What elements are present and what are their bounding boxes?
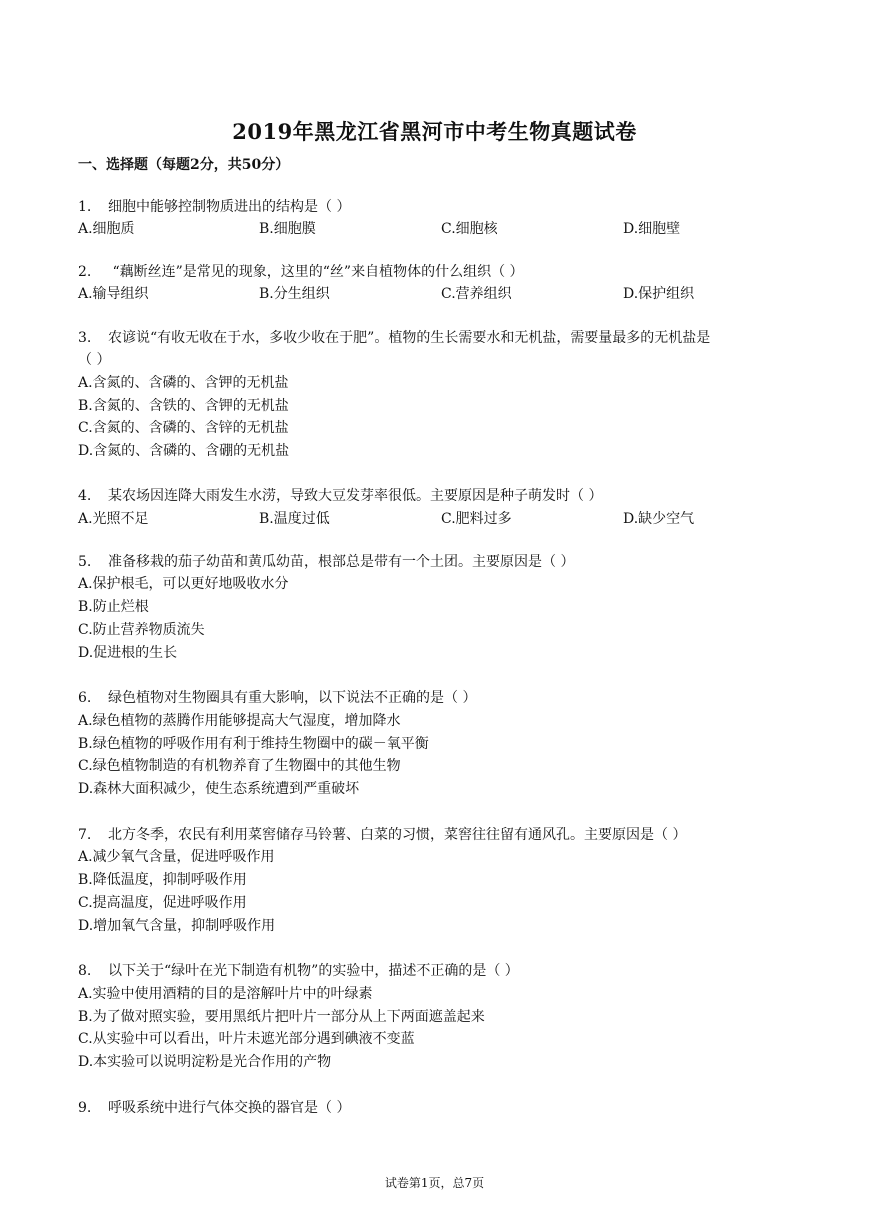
option-a: A.实验中使用酒精的目的是溶解叶片中的叶绿素 bbox=[78, 986, 373, 1002]
question-3 bbox=[78, 328, 710, 348]
option-b: B.细胞膜 bbox=[259, 221, 316, 237]
question-1 bbox=[78, 197, 350, 217]
page-footer: 试卷第1页，总7页 bbox=[384, 1176, 485, 1190]
option-d: D.保护组织 bbox=[623, 286, 695, 302]
option-c: C.绿色植物制造的有机物养育了生物圈中的其他生物 bbox=[78, 758, 401, 774]
question-9 bbox=[78, 1098, 350, 1118]
option-c: C.提高温度，促进呼吸作用 bbox=[78, 895, 247, 911]
question-number: 8. bbox=[78, 963, 92, 979]
option-c: C.含氮的、含磷的、含锌的无机盐 bbox=[78, 420, 289, 436]
question-number: 9. bbox=[78, 1100, 92, 1116]
option-b: B.分生组织 bbox=[259, 286, 330, 302]
question-number: 1. bbox=[78, 199, 92, 215]
option-d: D.缺少空气 bbox=[623, 511, 695, 527]
question-stem: 农谚说“有收无收在于水，多收少收在于肥”。植物的生长需要水和无机盐，需要量最多的无机盐是 bbox=[108, 330, 711, 346]
option-d: D.促进根的生长 bbox=[78, 645, 178, 661]
option-d: D.细胞壁 bbox=[623, 221, 681, 237]
option-d: D.本实验可以说明淀粉是光合作用的产物 bbox=[78, 1054, 332, 1070]
page-title: 2019年黑龙江省黑河市中考生物真题试卷 bbox=[232, 119, 637, 144]
option-d: D.增加氧气含量，抑制呼吸作用 bbox=[78, 918, 276, 934]
question-1-options bbox=[78, 219, 778, 239]
option-b: B.含氮的、含铁的、含钾的无机盐 bbox=[78, 398, 289, 414]
question-stem: 细胞中能够控制物质进出的结构是（ ） bbox=[108, 199, 351, 215]
option-d: D.含氮的、含磷的、含硼的无机盐 bbox=[78, 443, 290, 459]
option-c: C.细胞核 bbox=[441, 221, 498, 237]
question-7 bbox=[78, 825, 686, 845]
question-4 bbox=[78, 486, 602, 506]
option-c: C.从实验中可以看出，叶片未遮光部分遇到碘液不变蓝 bbox=[78, 1031, 415, 1047]
option-b: B.防止烂根 bbox=[78, 599, 149, 615]
option-a: A.减少氧气含量，促进呼吸作用 bbox=[78, 849, 275, 865]
option-c: C.防止营养物质流失 bbox=[78, 622, 205, 638]
option-b: B.温度过低 bbox=[259, 511, 330, 527]
option-a: A.保护根毛，可以更好地吸收水分 bbox=[78, 576, 289, 592]
option-c: C.营养组织 bbox=[441, 286, 512, 302]
question-2-options bbox=[78, 284, 778, 304]
section-heading: 一、选择题（每题2分，共50分） bbox=[78, 157, 290, 173]
question-stem: 以下关于“绿叶在光下制造有机物”的实验中，描述不正确的是（ ） bbox=[108, 963, 519, 979]
option-a: A.输导组织 bbox=[78, 286, 149, 302]
question-2 bbox=[78, 262, 524, 282]
option-d: D.森林大面积减少，使生态系统遭到严重破坏 bbox=[78, 781, 360, 797]
question-number: 5. bbox=[78, 554, 92, 570]
option-a: A.细胞质 bbox=[78, 221, 135, 237]
question-stem: 绿色植物对生物圈具有重大影响，以下说法不正确的是（ ） bbox=[108, 690, 477, 706]
option-a: A.绿色植物的蒸腾作用能够提高大气湿度，增加降水 bbox=[78, 713, 401, 729]
option-c: C.肥料过多 bbox=[441, 511, 512, 527]
question-6 bbox=[78, 688, 476, 708]
question-number: 2. bbox=[78, 264, 92, 280]
question-number: 6. bbox=[78, 690, 92, 706]
question-number: 4. bbox=[78, 488, 92, 504]
question-4-options bbox=[78, 509, 778, 529]
option-b: B.绿色植物的呼吸作用有利于维持生物圈中的碳－氧平衡 bbox=[78, 736, 429, 752]
question-3-stem-continued: （ ） bbox=[78, 352, 111, 368]
option-b: B.为了做对照实验，要用黑纸片把叶片一部分从上下两面遮盖起来 bbox=[78, 1009, 485, 1025]
question-number: 3. bbox=[78, 330, 92, 346]
question-5 bbox=[78, 552, 574, 572]
question-number: 7. bbox=[78, 827, 92, 843]
option-a: A.含氮的、含磷的、含钾的无机盐 bbox=[78, 375, 289, 391]
question-stem: 呼吸系统中进行气体交换的器官是（ ） bbox=[108, 1100, 351, 1116]
question-stem: 北方冬季，农民有利用菜窖储存马铃薯、白菜的习惯，菜窖往往留有通风孔。主要原因是（ ） bbox=[108, 827, 687, 843]
option-a: A.光照不足 bbox=[78, 511, 149, 527]
question-8 bbox=[78, 961, 519, 981]
question-stem: 准备移栽的茄子幼苗和黄瓜幼苗，根部总是带有一个土团。主要原因是（ ） bbox=[108, 554, 575, 570]
question-stem: “藕断丝连”是常见的现象，这里的“丝”来自植物体的什么组织（ ） bbox=[108, 264, 524, 280]
option-b: B.降低温度，抑制呼吸作用 bbox=[78, 872, 247, 888]
question-stem: 某农场因连降大雨发生水涝，导致大豆发芽率很低。主要原因是种子萌发时（ ） bbox=[108, 488, 603, 504]
